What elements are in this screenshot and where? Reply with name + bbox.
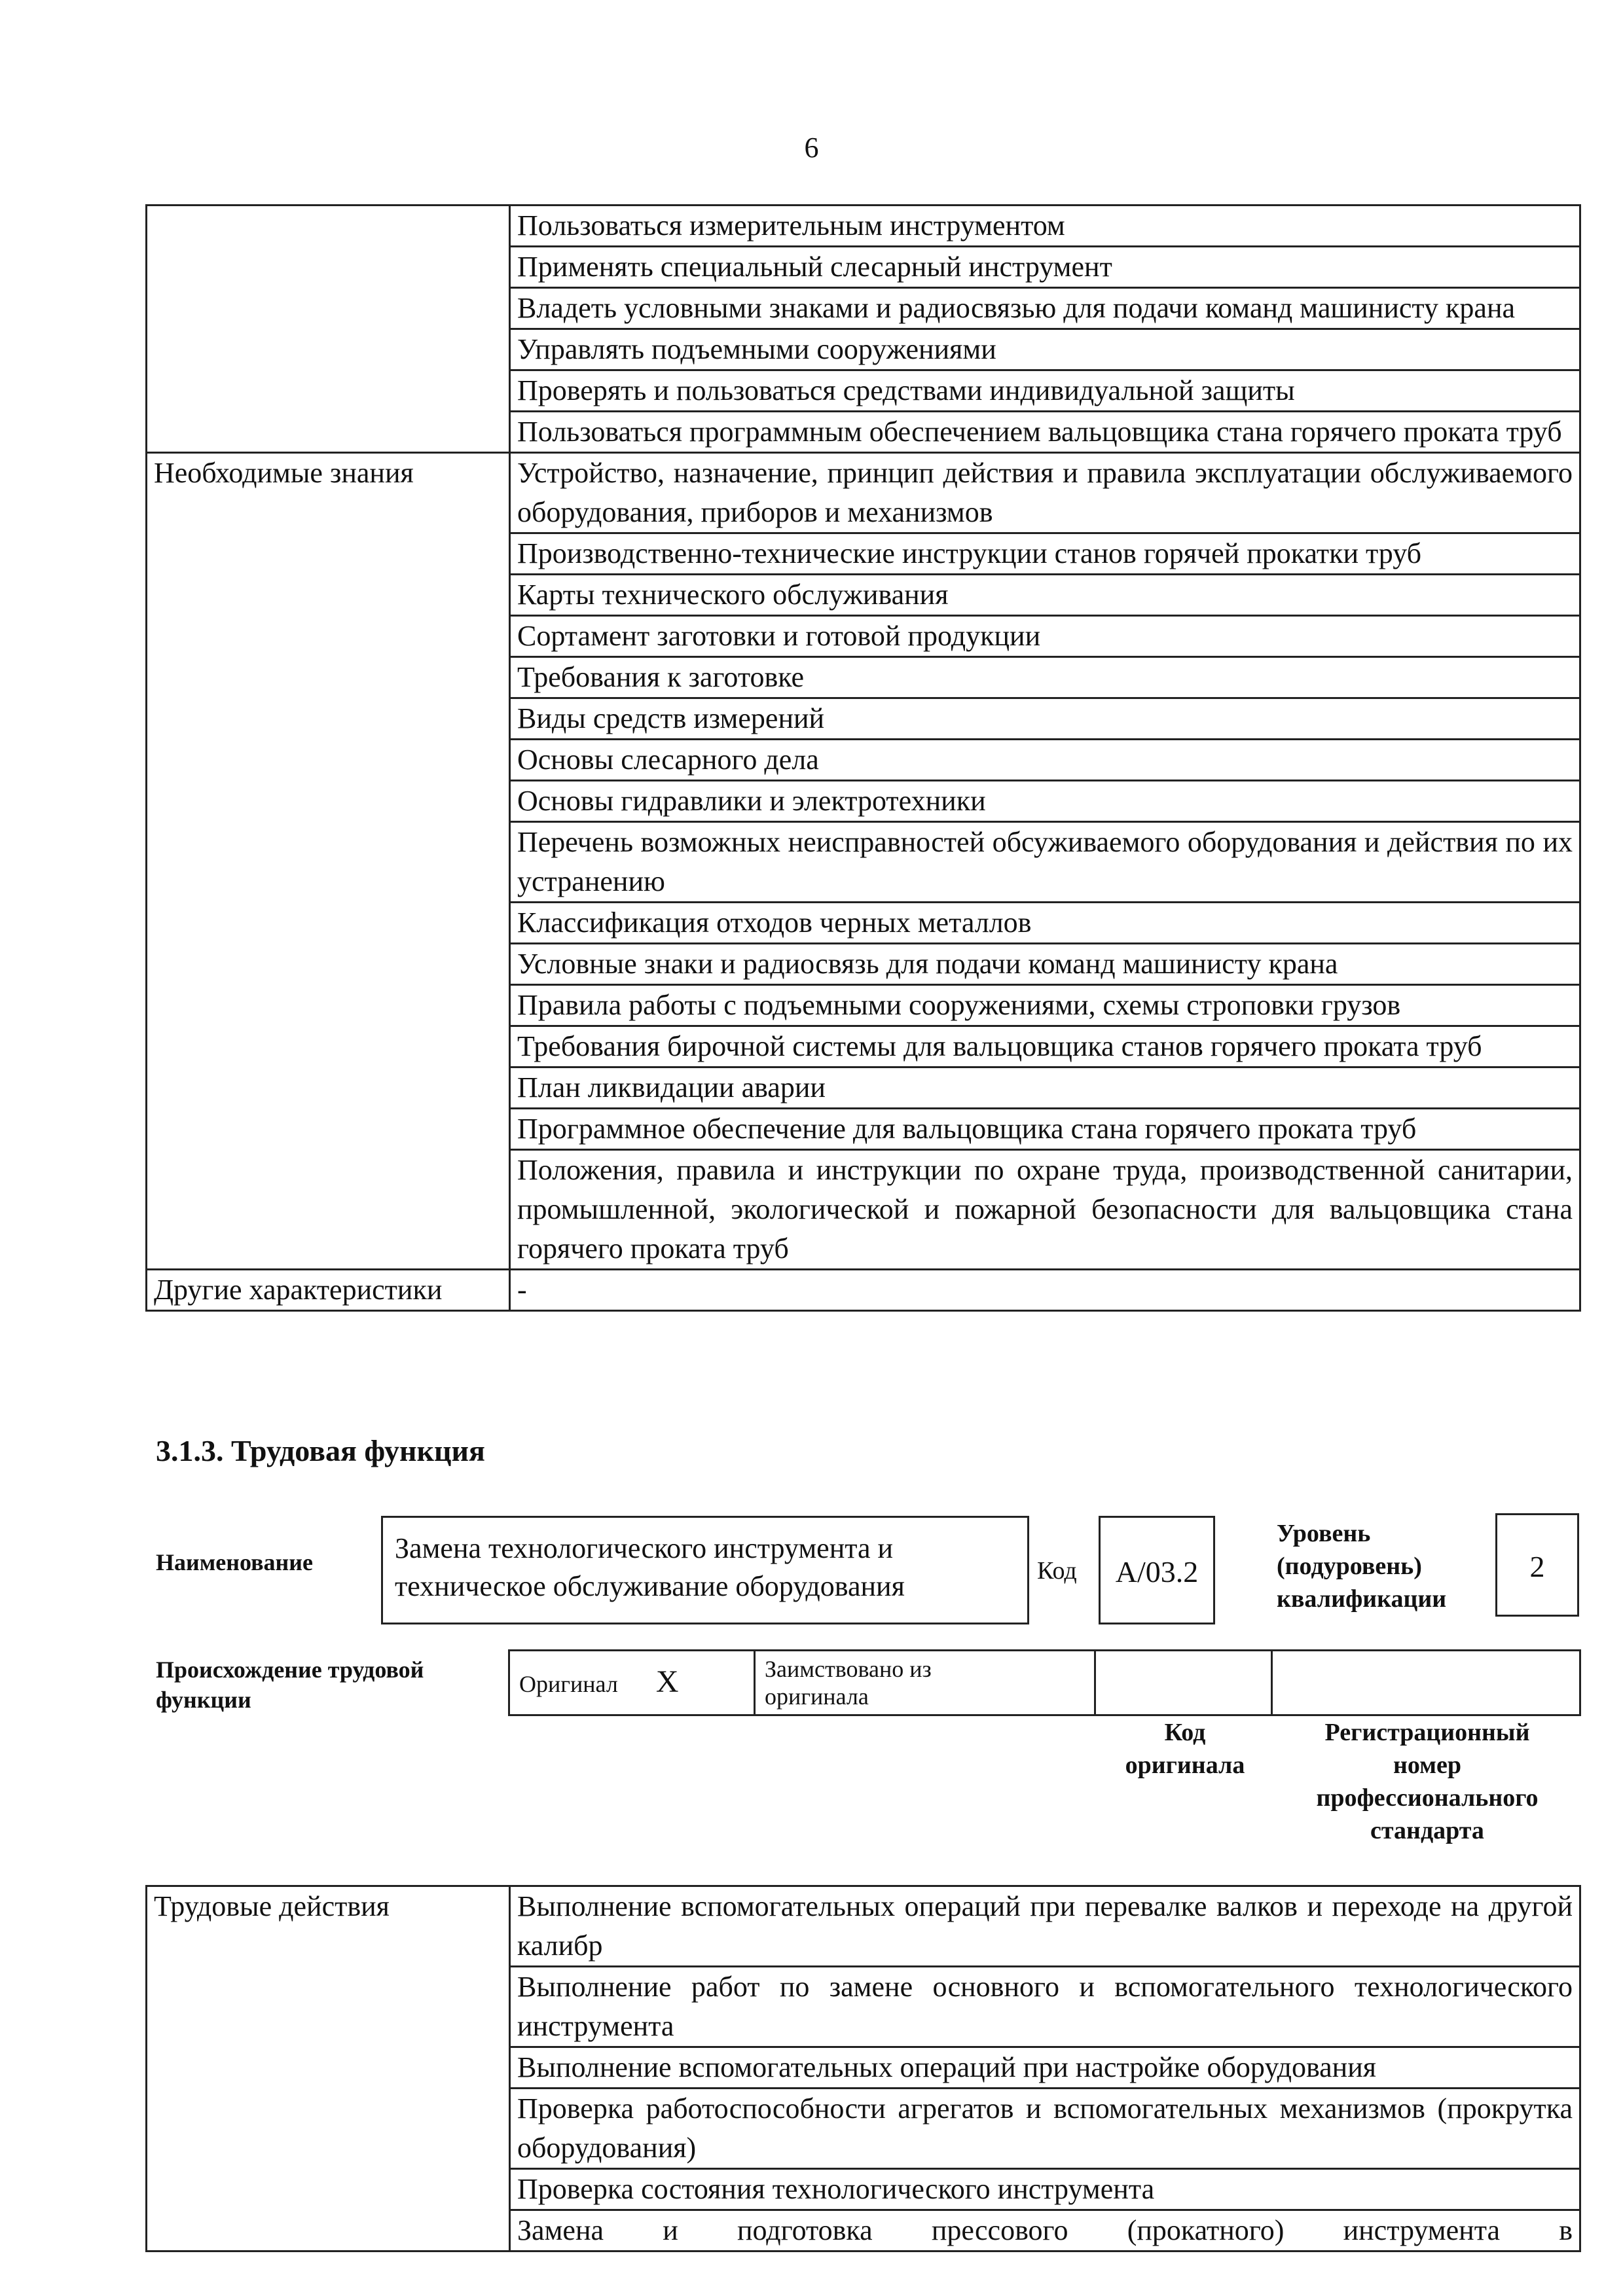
requirements-table [145,204,1581,1312]
page-number: 6 [804,132,819,164]
action-item: Выполнение вспомогательных операций при настройке оборудования [510,2047,1580,2089]
knowledge-item: Производственно-технические инструкции станов горячей прокатки труб [510,533,1580,575]
caption-line: профессионального [1316,1784,1539,1812]
action-item: Выполнение вспомогательных операций при перевалке валков и переходе на другой калибр [510,1886,1580,1967]
skills-label-cell [147,206,510,453]
action-item: Замена и подготовка прессового (прокатного) инструмента в [510,2210,1580,2251]
origin-label-line: Происхождение трудовой [156,1657,424,1683]
knowledge-label: Необходимые знания [147,453,510,1270]
function-name-box: Замена технологического инструмента и техническое обслуживание оборудования [381,1516,1029,1624]
level-box: 2 [1495,1513,1579,1617]
level-label-line: (подуровень) [1277,1552,1422,1580]
borrowed-cell [755,1651,1095,1715]
level-label-line: Уровень [1277,1520,1371,1547]
section-heading: 3.1.3. Трудовая функция [156,1434,485,1467]
skill-item: Пользоваться программным обеспечением вальцовщика стана горячего проката труб [510,412,1580,453]
borrowed-label-line: Заимствовано из [765,1656,932,1682]
caption-line: Код [1164,1719,1206,1746]
code-original-cell [1095,1651,1272,1715]
other-characteristics-label: Другие характеристики [147,1270,510,1311]
reg-number-caption [1277,1716,1578,1847]
other-characteristics-value: - [510,1270,1580,1311]
level-label-line: квалификации [1277,1585,1447,1613]
knowledge-item: Классификация отходов черных металлов [510,903,1580,944]
reg-number-cell [1272,1651,1580,1715]
skill-item: Владеть условными знаками и радиосвязью для подачи команд машинисту крана [510,288,1580,329]
knowledge-item: Основы слесарного дела [510,740,1580,781]
action-item: Проверка состояния технологического инструмента [510,2169,1580,2210]
code-box: А/03.2 [1099,1516,1215,1624]
original-mark: X [655,1664,679,1699]
knowledge-item: План ликвидации аварии [510,1067,1580,1109]
knowledge-item: Условные знаки и радиосвязь для подачи команд машинисту крана [510,944,1580,985]
skill-item: Применять специальный слесарный инструмент [510,247,1580,288]
knowledge-item: Карты технического обслуживания [510,575,1580,616]
knowledge-item: Устройство, назначение, принцип действия и правила эксплуатации обслуживаемого оборудования, приборов и механизмов [510,453,1580,533]
original-label: Оригинал [519,1670,618,1697]
skill-item: Проверять и пользоваться средствами индивидуальной защиты [510,370,1580,412]
borrowed-label-line: оригинала [765,1683,869,1710]
knowledge-item: Виды средств измерений [510,698,1580,740]
knowledge-item: Сортамент заготовки и готовой продукции [510,616,1580,657]
knowledge-item: Основы гидравлики и электротехники [510,781,1580,822]
action-item: Выполнение работ по замене основного и вспомогательного технологического инструмента [510,1967,1580,2047]
knowledge-item: Перечень возможных неисправностей обсуживаемого оборудования и действия по их устранению [510,822,1580,903]
knowledge-item: Положения, правила и инструкции по охране труда, производственной санитарии, промышленной, экологической и пожарной безопасности для вальцовщика стана горячего проката труб [510,1150,1580,1270]
origin-label [156,1655,424,1715]
name-label: Наименование [156,1549,313,1575]
knowledge-item: Требования к заготовке [510,657,1580,698]
actions-label: Трудовые действия [147,1886,510,2251]
caption-line: оригинала [1125,1751,1245,1779]
caption-line: Регистрационный [1324,1719,1530,1746]
actions-table [145,1885,1581,2252]
origin-table [508,1649,1581,1716]
code-original-caption [1093,1716,1277,1782]
skill-item: Управлять подъемными сооружениями [510,329,1580,370]
knowledge-item: Требования бирочной системы для вальцовщика станов горячего проката труб [510,1026,1580,1067]
knowledge-item: Правила работы с подъемными сооружениями, схемы строповки грузов [510,985,1580,1026]
knowledge-item: Программное обеспечение для вальцовщика стана горячего проката труб [510,1109,1580,1150]
caption-line: стандарта [1370,1817,1484,1844]
skill-item: Пользоваться измерительным инструментом [510,206,1580,247]
caption-line: номер [1393,1751,1462,1779]
origin-label-line: функции [156,1687,251,1713]
level-label [1277,1517,1446,1615]
action-item: Проверка работоспособности агрегатов и вспомогательных механизмов (прокрутка оборудования) [510,2089,1580,2169]
original-cell [509,1651,755,1715]
code-label: Код [1037,1557,1077,1585]
